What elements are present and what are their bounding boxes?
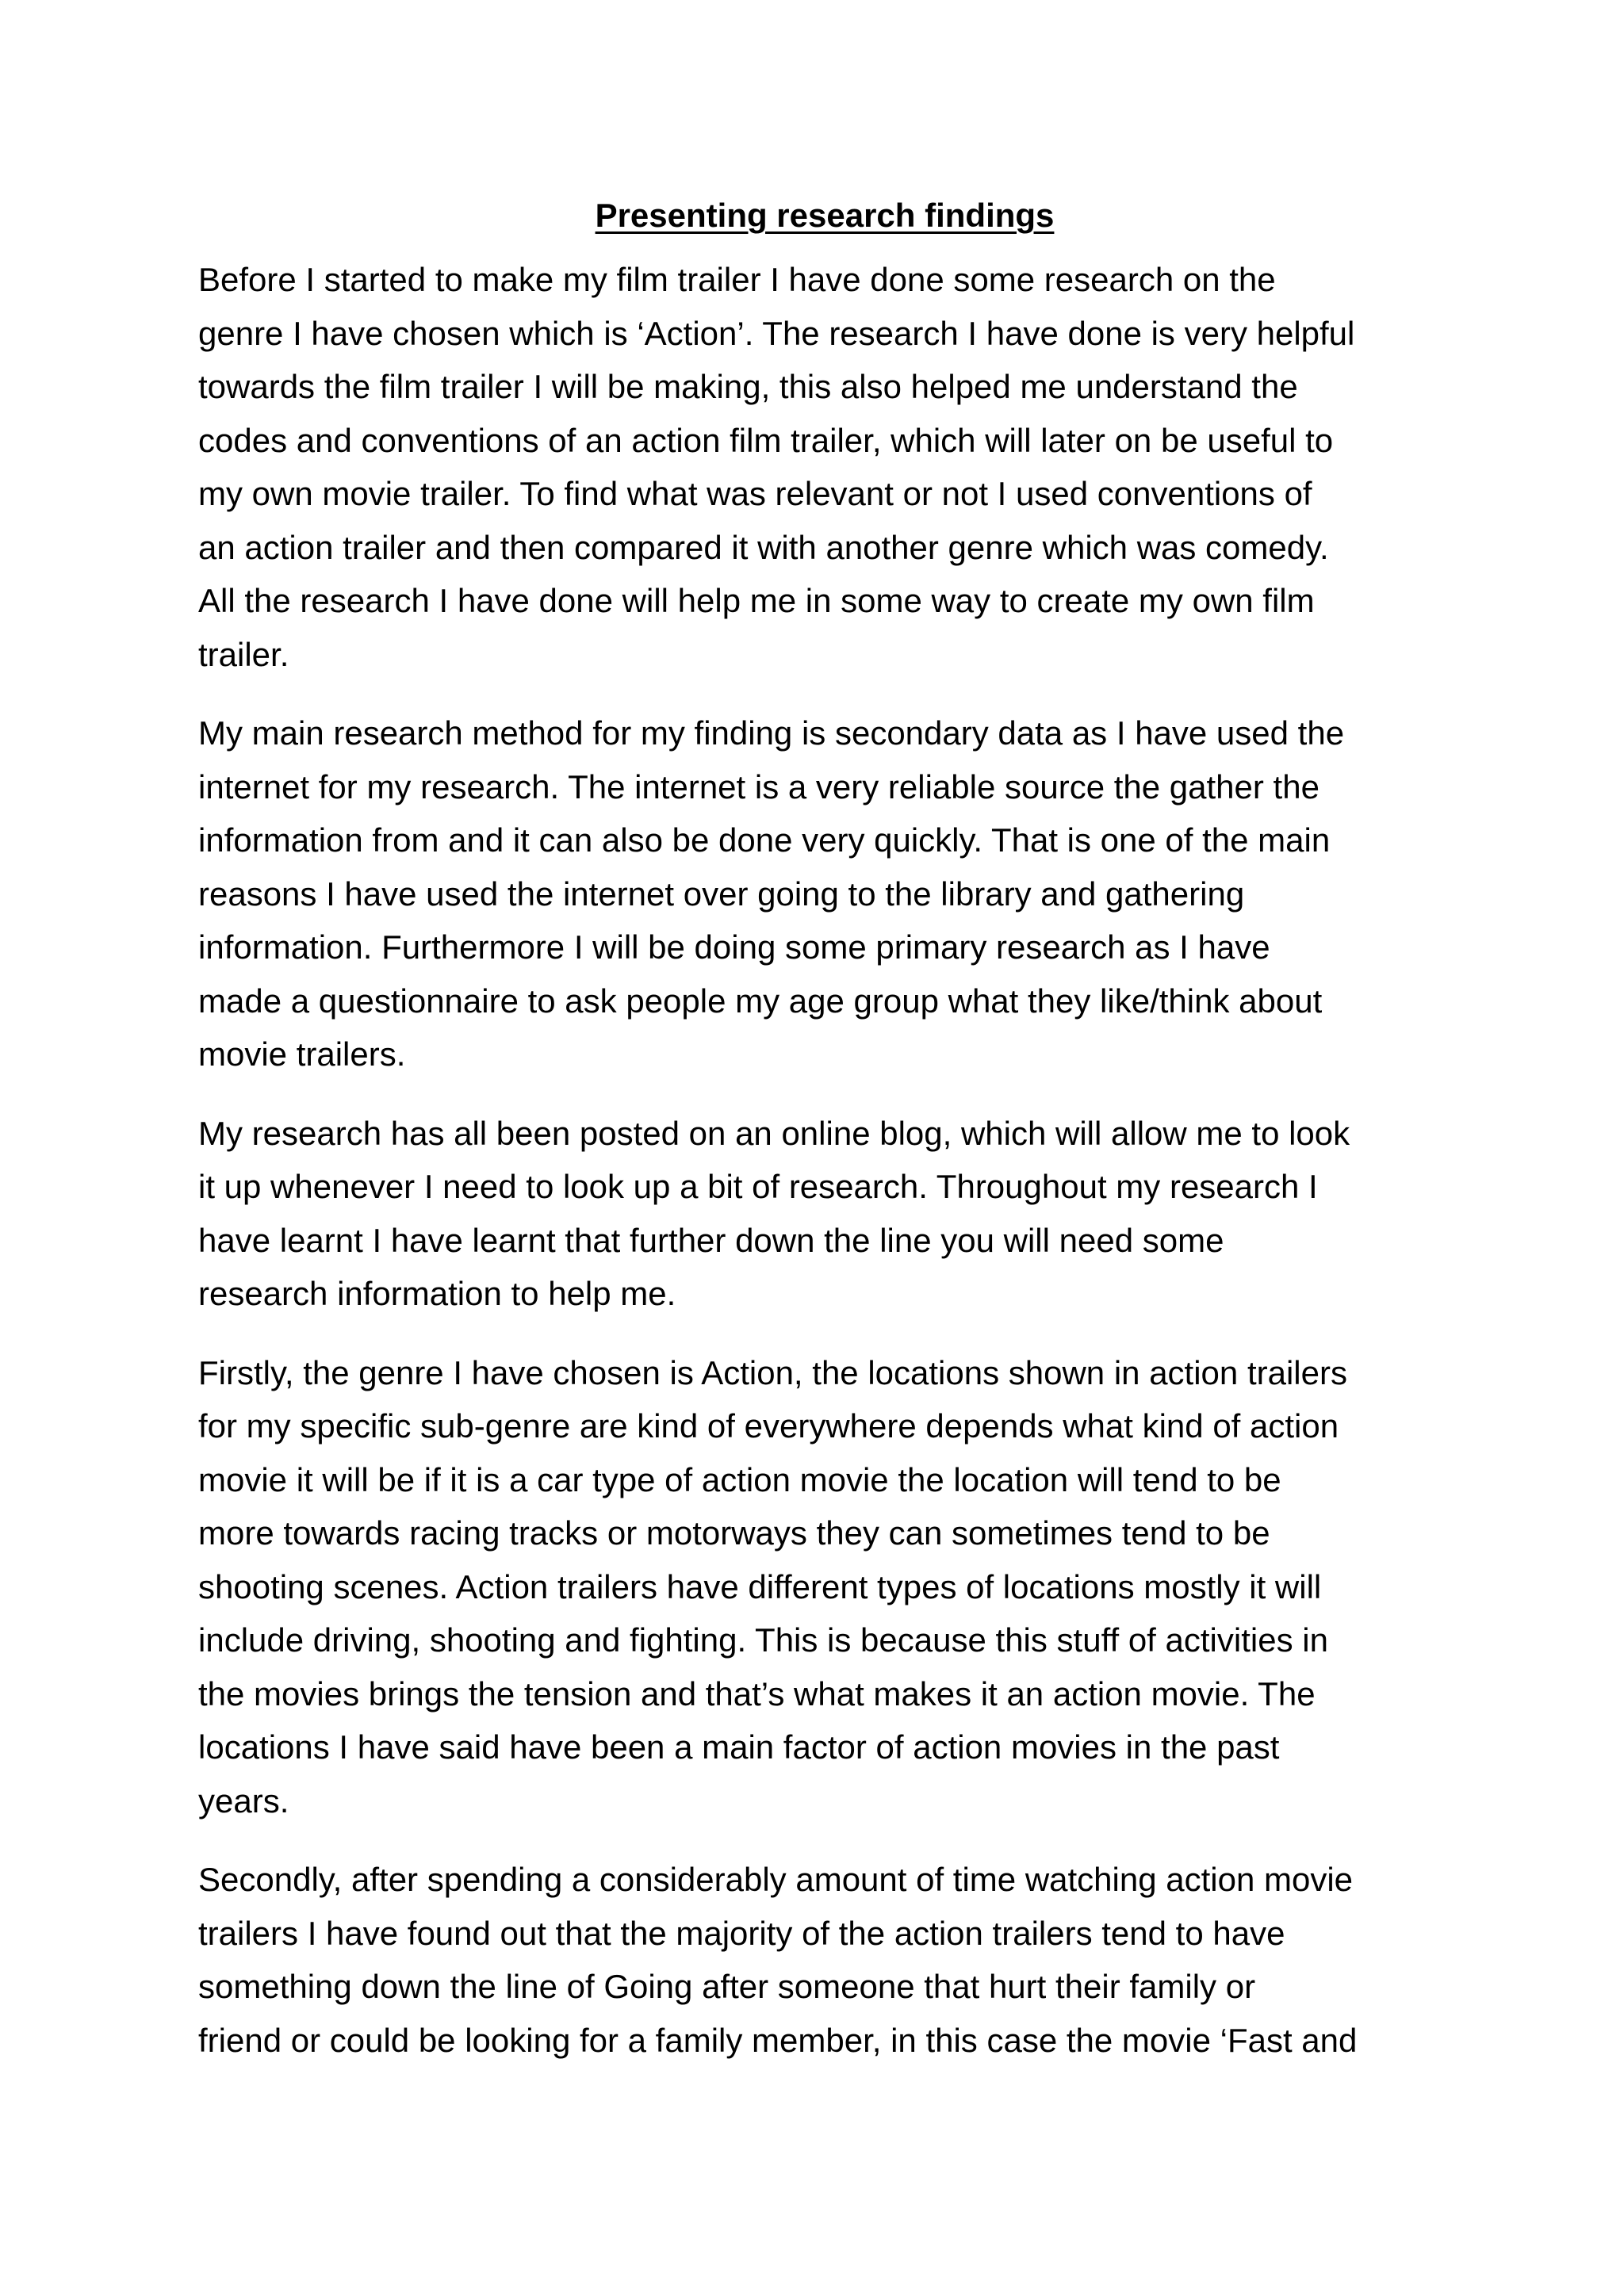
paragraph-line: made a questionnaire to ask people my age group what they like/think about <box>198 982 1323 1020</box>
paragraph-line: trailer. <box>198 635 289 673</box>
paragraph-line: codes and conventions of an action film trailer, which will later on be useful to <box>198 421 1334 459</box>
paragraph-2 <box>198 706 1451 1081</box>
paragraph-line: Secondly, after spending a considerably amount of time watching action movie <box>198 1861 1354 1898</box>
paragraph-line: information. Furthermore I will be doing some primary research as I have <box>198 928 1270 966</box>
paragraph-1 <box>198 253 1451 681</box>
paragraph-line: friend or could be looking for a family member, in this case the movie ‘Fast and <box>198 2021 1358 2059</box>
document-title: Presenting research findings <box>595 197 1055 234</box>
paragraph-line: My main research method for my finding is secondary data as I have used the <box>198 714 1345 752</box>
paragraph-line: research information to help me. <box>198 1275 676 1312</box>
paragraph-line: movie trailers. <box>198 1035 406 1073</box>
paragraph-line: genre I have chosen which is ‘Action’. The research I have done is very helpful <box>198 314 1355 352</box>
paragraph-line: include driving, shooting and fighting. This is because this stuff of activities in <box>198 1621 1328 1659</box>
paragraph-line: internet for my research. The internet is a very reliable source the gather the <box>198 767 1320 806</box>
paragraph-4 <box>198 1346 1451 1828</box>
paragraph-line: an action trailer and then compared it with another genre which was comedy. <box>198 528 1329 566</box>
paragraph-line: more towards racing tracks or motorways they can sometimes tend to be <box>198 1514 1270 1552</box>
paragraph-line: information from and it can also be done very quickly. That is one of the main <box>198 821 1331 859</box>
paragraph-line: movie it will be if it is a car type of action movie the location will tend to be <box>198 1460 1281 1498</box>
paragraph-line: something down the line of Going after someone that hurt their family or <box>198 1968 1256 2005</box>
paragraph-3 <box>198 1107 1451 1321</box>
paragraph-line: Before I started to make my film trailer I have done some research on the <box>198 261 1276 298</box>
paragraph-line: Firstly, the genre I have chosen is Action, the locations shown in action trailers <box>198 1353 1347 1391</box>
document-body <box>198 189 1451 2092</box>
paragraph-line: have learnt I have learnt that further down the line you will need some <box>198 1221 1224 1259</box>
paragraph-line: years. <box>198 1781 289 1820</box>
paragraph-line: My research has all been posted on an online blog, which will allow me to look <box>198 1114 1350 1152</box>
paragraph-line: shooting scenes. Action trailers have different types of locations mostly it will <box>198 1567 1322 1605</box>
paragraph-line: it up whenever I need to look up a bit of research. Throughout my research I <box>198 1168 1318 1205</box>
paragraph-line: the movies brings the tension and that’s what makes it an action movie. The <box>198 1674 1316 1712</box>
paragraph-line: All the research I have done will help me in some way to create my own film <box>198 582 1315 619</box>
paragraph-line: my own movie trailer. To find what was relevant or not I used conventions of <box>198 475 1312 512</box>
paragraph-line: trailers I have found out that the majority of the action trailers tend to have <box>198 1914 1285 1952</box>
paragraph-line: locations I have said have been a main factor of action movies in the past <box>198 1728 1280 1766</box>
paragraph-line: for my specific sub-genre are kind of everywhere depends what kind of action <box>198 1407 1339 1445</box>
paragraph-5 <box>198 1853 1451 2067</box>
paragraph-line: reasons I have used the internet over going to the library and gathering <box>198 874 1245 913</box>
paragraph-line: towards the film trailer I will be making, this also helped me understand the <box>198 368 1298 405</box>
